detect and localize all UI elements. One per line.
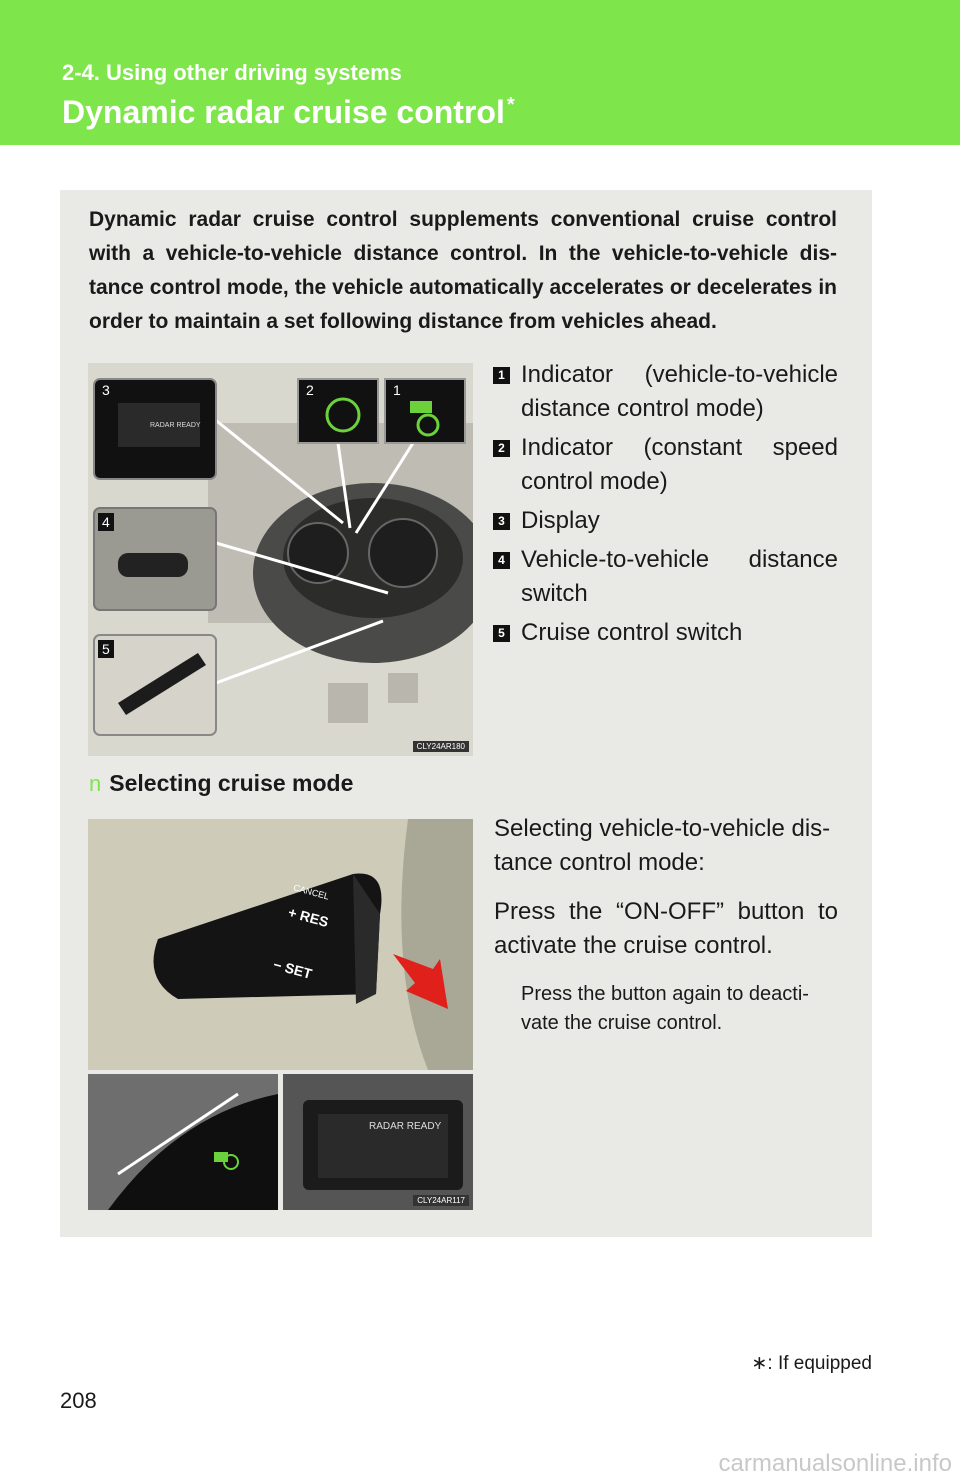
legend-text: Indicator (vehicle-to-vehicle distance control mode)	[521, 361, 838, 422]
legend-number: 3	[493, 513, 510, 530]
lever-res-label: + RES	[286, 903, 331, 931]
callout-2: 2	[302, 381, 318, 399]
callout-4: 4	[98, 513, 114, 531]
section-label: 2-4. Using other driving systems	[62, 60, 402, 85]
dashboard-figure	[88, 363, 473, 756]
callout-3: 3	[98, 381, 114, 399]
legend-item	[493, 616, 838, 650]
page-title-text: Dynamic radar cruise control	[62, 94, 505, 130]
legend-number: 4	[493, 552, 510, 569]
lever-set-label: − SET	[271, 956, 314, 982]
legend-number: 2	[493, 440, 510, 457]
legend-number: 5	[493, 625, 510, 642]
legend-text: Vehicle-to-vehicle distance switch	[521, 546, 838, 607]
display-closeup-figure	[283, 1074, 473, 1210]
section-subheading	[89, 770, 353, 797]
legend-text: Display	[521, 507, 600, 534]
mode-selection-heading: Selecting vehicle-to-vehicle dis-tance control mode:	[494, 815, 831, 876]
footnote: ∗: If equipped	[751, 1353, 872, 1374]
callout-1: 1	[389, 381, 405, 399]
legend-item	[493, 504, 838, 538]
bullet-marker: n	[89, 771, 102, 796]
subheading-text: Selecting cruise mode	[109, 770, 354, 796]
display-closeup-illustration	[283, 1074, 473, 1210]
page-number: 208	[60, 1388, 97, 1413]
watermark: carmanualsonline.info	[718, 1450, 952, 1477]
page-title	[62, 94, 515, 131]
lever-illustration	[88, 819, 473, 1070]
legend-item	[493, 543, 838, 611]
radar-ready-display: RADAR READY	[369, 1121, 442, 1132]
deactivation-note: Press the button again to deacti-vate the cruise control.	[521, 983, 809, 1034]
intro-paragraph: Dynamic radar cruise control supplements conventional cruise control with a vehicle-to-vehicle distance control. In the vehicle-to-vehicle dis-tance control mode, the vehicle automatically accelerates or decelerates in order to maintain a set following distance from vehicles ahead.	[89, 208, 837, 333]
legend-text: Indicator (constant speed control mode)	[521, 434, 838, 495]
figure-code: CLY24AR117	[413, 1195, 469, 1206]
callout-5: 5	[98, 640, 114, 658]
title-marker: *	[506, 94, 515, 117]
legend-list	[493, 358, 838, 655]
header-band	[0, 0, 960, 145]
legend-number: 1	[493, 367, 510, 384]
figure-code: CLY24AR180	[413, 741, 469, 752]
indicator-closeup-illustration	[88, 1074, 278, 1210]
activation-instruction: Press the “ON-OFF” button to activate the cruise control.	[494, 898, 838, 959]
legend-item	[493, 358, 838, 426]
legend-item	[493, 431, 838, 499]
indicator-closeup-figure	[88, 1074, 278, 1210]
legend-text: Cruise control switch	[521, 619, 743, 646]
radar-ready-display-small: RADAR READY	[150, 422, 201, 429]
lever-figure	[88, 819, 473, 1070]
lever-cancel-label: CANCEL	[292, 882, 331, 902]
